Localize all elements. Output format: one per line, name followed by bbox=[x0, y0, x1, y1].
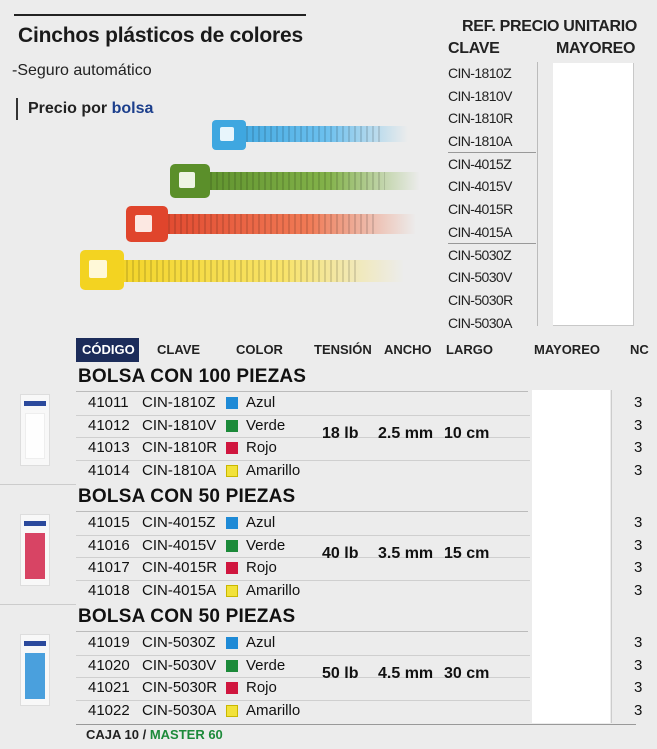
color-swatch bbox=[226, 442, 238, 454]
clave-cell: CIN-5030V bbox=[142, 656, 217, 674]
nc-cell: 3 bbox=[634, 582, 643, 600]
product-bag-image bbox=[20, 514, 50, 586]
ref-item: CIN-5030V bbox=[448, 269, 512, 286]
col-clave: CLAVE bbox=[157, 342, 201, 357]
codigo-cell: 41017 bbox=[88, 559, 130, 577]
codigo-cell: 41022 bbox=[88, 702, 130, 720]
ref-col-clave: CLAVE bbox=[448, 40, 500, 57]
table-row bbox=[0, 632, 657, 655]
codigo-cell: 41020 bbox=[88, 656, 130, 674]
product-bag-image bbox=[20, 394, 50, 466]
color-swatch bbox=[226, 465, 238, 477]
col-ancho: ANCHO bbox=[384, 342, 432, 357]
nc-cell: 3 bbox=[634, 559, 643, 577]
red-tie bbox=[126, 206, 416, 242]
blue-tie bbox=[212, 120, 408, 150]
nc-cell: 3 bbox=[634, 634, 643, 651]
ref-mayoreo-box bbox=[553, 63, 634, 326]
ancho-value: 3.5 mm bbox=[378, 545, 434, 563]
group-title: BOLSA CON 100 PIEZAS bbox=[78, 366, 307, 387]
color-cell: Amarillo bbox=[246, 702, 301, 720]
color-cell: Verde bbox=[246, 536, 286, 554]
codigo-cell: 41014 bbox=[88, 462, 130, 480]
bag-contents bbox=[25, 653, 45, 699]
color-swatch bbox=[226, 585, 238, 597]
color-swatch bbox=[226, 517, 238, 529]
table-row bbox=[0, 460, 657, 483]
color-cell: Rojo bbox=[246, 439, 277, 457]
clave-cell: CIN-1810V bbox=[142, 416, 217, 434]
ref-item: CIN-1810Z bbox=[448, 65, 512, 81]
codigo-cell: 41021 bbox=[88, 679, 130, 697]
bag-contents bbox=[25, 533, 45, 579]
ref-item: CIN-4015A bbox=[448, 223, 512, 240]
ref-group-separator bbox=[448, 152, 536, 153]
color-cell: Azul bbox=[246, 394, 276, 411]
cable-ties-illustration bbox=[0, 118, 440, 303]
color-cell: Rojo bbox=[246, 559, 277, 577]
clave-cell: CIN-1810R bbox=[142, 439, 218, 457]
nc-cell: 3 bbox=[634, 439, 643, 457]
ref-item: CIN-4015R bbox=[448, 201, 513, 218]
largo-value: 30 cm bbox=[444, 665, 490, 683]
col-mayoreo: MAYOREO bbox=[534, 342, 600, 357]
col-largo: LARGO bbox=[446, 342, 493, 357]
feature-note: -Seguro automático bbox=[12, 62, 152, 79]
color-cell: Verde bbox=[246, 656, 286, 674]
clave-cell: CIN-4015V bbox=[142, 536, 217, 554]
color-cell: Amarillo bbox=[246, 582, 301, 600]
ref-item: CIN-5030Z bbox=[448, 246, 512, 263]
table-row bbox=[0, 700, 657, 723]
ref-item: CIN-5030A bbox=[448, 314, 512, 331]
table-row bbox=[0, 580, 657, 603]
clave-cell: CIN-5030A bbox=[142, 702, 217, 720]
tension-value: 40 lb bbox=[322, 545, 359, 563]
ancho-value: 4.5 mm bbox=[378, 665, 434, 683]
clave-cell: CIN-5030R bbox=[142, 679, 218, 697]
footer-caja: CAJA 10 / bbox=[86, 727, 150, 742]
codigo-cell: 41015 bbox=[88, 514, 130, 531]
color-cell: Rojo bbox=[246, 679, 277, 697]
bag-label-stripe bbox=[24, 401, 46, 406]
ref-heading: REF. PRECIO UNITARIO bbox=[462, 18, 638, 35]
col-color: COLOR bbox=[236, 342, 283, 357]
color-cell: Verde bbox=[246, 416, 286, 434]
nc-cell: 3 bbox=[634, 416, 643, 434]
nc-cell: 3 bbox=[634, 536, 643, 554]
codigo-cell: 41016 bbox=[88, 536, 130, 554]
color-swatch bbox=[226, 705, 238, 717]
color-swatch bbox=[226, 397, 238, 409]
group-title: BOLSA CON 50 PIEZAS bbox=[78, 486, 296, 507]
green-tie bbox=[170, 164, 420, 198]
footer-rule bbox=[76, 724, 636, 725]
clave-cell: CIN-4015A bbox=[142, 582, 217, 600]
ref-list bbox=[448, 62, 538, 334]
color-swatch bbox=[226, 682, 238, 694]
tension-value: 18 lb bbox=[322, 425, 359, 443]
color-swatch bbox=[226, 660, 238, 672]
ref-item: CIN-1810V bbox=[448, 87, 512, 104]
clave-cell: CIN-5030Z bbox=[142, 634, 216, 651]
nc-cell: 3 bbox=[634, 679, 643, 697]
page-title: Cinchos plásticos de colores bbox=[18, 24, 303, 47]
color-swatch bbox=[226, 540, 238, 552]
color-cell: Azul bbox=[246, 634, 276, 651]
group-divider bbox=[0, 484, 76, 485]
product-bag-image bbox=[20, 634, 50, 706]
nc-cell: 3 bbox=[634, 462, 643, 480]
group-divider bbox=[0, 604, 76, 605]
col-tension: TENSIÓN bbox=[314, 342, 372, 357]
tension-value: 50 lb bbox=[322, 665, 359, 683]
color-swatch bbox=[226, 637, 238, 649]
codigo-cell: 41012 bbox=[88, 416, 130, 434]
clave-cell: CIN-1810Z bbox=[142, 394, 216, 411]
clave-cell: CIN-4015Z bbox=[142, 514, 216, 531]
table-header bbox=[0, 338, 657, 362]
color-swatch bbox=[226, 420, 238, 432]
yellow-tie bbox=[80, 250, 404, 290]
bag-contents bbox=[25, 413, 45, 459]
title-rule bbox=[14, 14, 306, 16]
footer-master: MASTER 60 bbox=[149, 727, 223, 742]
ref-item: CIN-4015V bbox=[448, 178, 512, 195]
ref-group-separator bbox=[448, 243, 536, 244]
footer-packaging bbox=[86, 727, 223, 742]
codigo-cell: 41019 bbox=[88, 634, 130, 651]
color-swatch bbox=[226, 562, 238, 574]
nc-cell: 3 bbox=[634, 514, 643, 531]
clave-cell: CIN-1810A bbox=[142, 462, 217, 480]
nc-cell: 3 bbox=[634, 656, 643, 674]
ancho-value: 2.5 mm bbox=[378, 425, 434, 443]
ref-item: CIN-4015Z bbox=[448, 155, 512, 172]
price-note bbox=[16, 98, 153, 120]
largo-value: 15 cm bbox=[444, 545, 490, 563]
group-title: BOLSA CON 50 PIEZAS bbox=[78, 606, 296, 627]
col-nc: NC bbox=[630, 342, 649, 357]
ref-item: CIN-1810R bbox=[448, 110, 513, 127]
ref-item: CIN-5030R bbox=[448, 291, 513, 308]
table-row bbox=[0, 512, 657, 535]
codigo-cell: 41013 bbox=[88, 439, 130, 457]
codigo-cell: 41011 bbox=[88, 394, 129, 411]
ref-col-mayoreo: MAYOREO bbox=[556, 40, 636, 57]
price-note-prefix: Precio por bbox=[28, 100, 112, 117]
price-note-accent: bolsa bbox=[111, 100, 154, 117]
largo-value: 10 cm bbox=[444, 425, 490, 443]
clave-cell: CIN-4015R bbox=[142, 559, 218, 577]
col-codigo: CÓDIGO bbox=[76, 338, 139, 362]
bag-label-stripe bbox=[24, 521, 46, 526]
color-cell: Azul bbox=[246, 514, 276, 531]
bag-label-stripe bbox=[24, 641, 46, 646]
ref-item: CIN-1810A bbox=[448, 133, 512, 150]
color-cell: Amarillo bbox=[246, 462, 301, 480]
nc-cell: 3 bbox=[634, 702, 643, 720]
codigo-cell: 41018 bbox=[88, 582, 130, 600]
nc-cell: 3 bbox=[634, 394, 643, 411]
table-row bbox=[0, 392, 657, 415]
